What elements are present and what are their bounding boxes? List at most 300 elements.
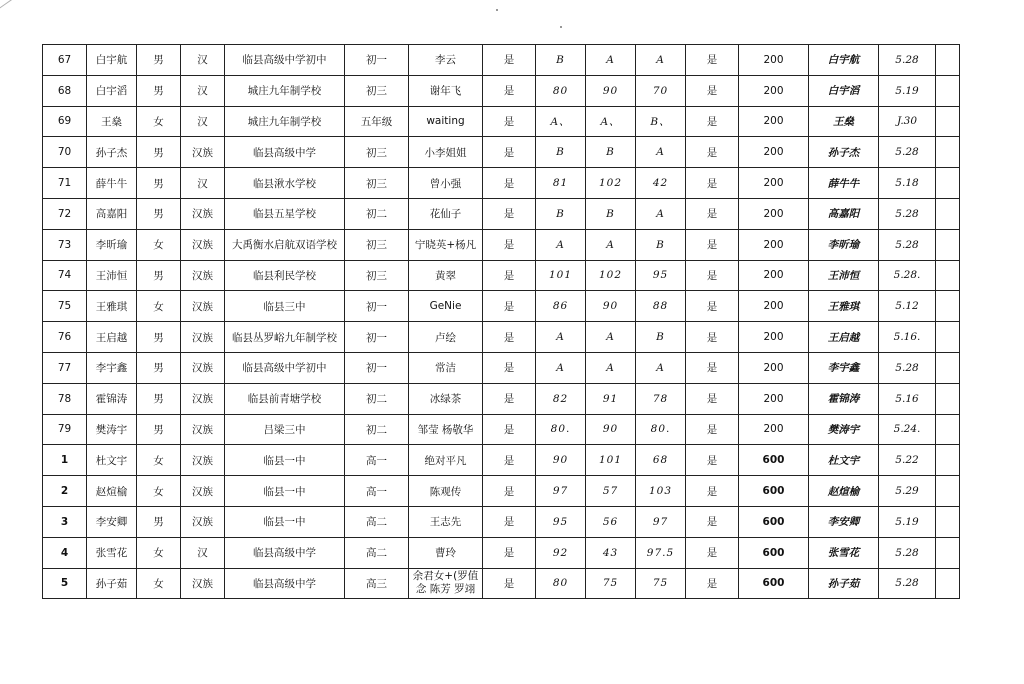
table-row: [43, 137, 960, 168]
ethnicity-cell: 汉族: [181, 506, 225, 537]
grade-cell: 五年级: [345, 106, 409, 137]
student-name-cell: 李宇鑫: [87, 352, 137, 383]
handwritten-score-2: 102: [586, 260, 636, 291]
handwritten-score-1: B: [536, 45, 586, 76]
confirmation-cell: 是: [686, 352, 739, 383]
blank-cell: [936, 260, 960, 291]
amount-cell: 200: [739, 383, 809, 414]
row-number: 79: [43, 414, 87, 445]
amount-cell: 200: [739, 260, 809, 291]
handwritten-score-1: B: [536, 137, 586, 168]
ethnicity-cell: 汉族: [181, 291, 225, 322]
school-cell: 临县三中: [225, 291, 345, 322]
handwritten-score-1: A: [536, 352, 586, 383]
grade-cell: 初三: [345, 229, 409, 260]
confirmation-cell: 是: [686, 322, 739, 353]
school-cell: 临县五星学校: [225, 198, 345, 229]
handwritten-date-cell: 5.16.: [879, 322, 936, 353]
student-name-cell: 王启越: [87, 322, 137, 353]
eligibility-flag-cell: 是: [483, 414, 536, 445]
signature-cell: 孙子杰: [809, 137, 879, 168]
gender-cell: 男: [137, 322, 181, 353]
gender-cell: 女: [137, 445, 181, 476]
table-row: [43, 476, 960, 507]
handwritten-score-3: 70: [636, 75, 686, 106]
handwritten-score-3: 68: [636, 445, 686, 476]
signature-cell: 王燊: [809, 106, 879, 137]
handwritten-date-cell: 5.19: [879, 75, 936, 106]
gender-cell: 女: [137, 291, 181, 322]
amount-cell: 600: [739, 568, 809, 599]
handwritten-score-3: 95: [636, 260, 686, 291]
table-row: [43, 291, 960, 322]
teacher-cell: 冰绿茶: [409, 383, 483, 414]
handwritten-score-1: A: [536, 229, 586, 260]
handwritten-score-3: A: [636, 198, 686, 229]
gender-cell: 男: [137, 383, 181, 414]
student-name-cell: 白宇航: [87, 45, 137, 76]
blank-cell: [936, 476, 960, 507]
handwritten-date-cell: 5.28.: [879, 260, 936, 291]
handwritten-score-3: B: [636, 322, 686, 353]
student-name-cell: 高嘉阳: [87, 198, 137, 229]
scan-speck: [560, 26, 562, 28]
teacher-cell: 常洁: [409, 352, 483, 383]
ethnicity-cell: 汉: [181, 168, 225, 199]
gender-cell: 女: [137, 537, 181, 568]
school-cell: 临县高级中学: [225, 137, 345, 168]
handwritten-score-3: 97.5: [636, 537, 686, 568]
amount-cell: 600: [739, 476, 809, 507]
signature-cell: 霍锦涛: [809, 383, 879, 414]
blank-cell: [936, 75, 960, 106]
amount-cell: 200: [739, 198, 809, 229]
handwritten-score-1: 95: [536, 506, 586, 537]
handwritten-score-1: 80: [536, 568, 586, 599]
row-number: 73: [43, 229, 87, 260]
eligibility-flag-cell: 是: [483, 383, 536, 414]
blank-cell: [936, 137, 960, 168]
handwritten-score-3: 78: [636, 383, 686, 414]
grade-cell: 初一: [345, 291, 409, 322]
handwritten-date-cell: 5.19: [879, 506, 936, 537]
amount-cell: 600: [739, 445, 809, 476]
gender-cell: 男: [137, 45, 181, 76]
eligibility-flag-cell: 是: [483, 168, 536, 199]
blank-cell: [936, 198, 960, 229]
ethnicity-cell: 汉族: [181, 322, 225, 353]
handwritten-score-2: 90: [586, 414, 636, 445]
table-row: [43, 568, 960, 599]
scan-edge-line: [0, 0, 46, 11]
eligibility-flag-cell: 是: [483, 229, 536, 260]
scan-speck: [496, 9, 498, 11]
signature-cell: 赵煊榆: [809, 476, 879, 507]
handwritten-date-cell: 5.28: [879, 537, 936, 568]
school-cell: 临县一中: [225, 476, 345, 507]
row-number: 5: [43, 568, 87, 599]
blank-cell: [936, 229, 960, 260]
gender-cell: 男: [137, 75, 181, 106]
row-number: 69: [43, 106, 87, 137]
teacher-cell: 谢年飞: [409, 75, 483, 106]
teacher-cell: 花仙子: [409, 198, 483, 229]
table-row: [43, 445, 960, 476]
school-cell: 吕梁三中: [225, 414, 345, 445]
eligibility-flag-cell: 是: [483, 322, 536, 353]
student-name-cell: 李安卿: [87, 506, 137, 537]
student-name-cell: 白宇滔: [87, 75, 137, 106]
handwritten-score-3: B: [636, 229, 686, 260]
handwritten-score-2: 57: [586, 476, 636, 507]
handwritten-score-2: A: [586, 229, 636, 260]
table-row: [43, 260, 960, 291]
student-name-cell: 孙子茹: [87, 568, 137, 599]
handwritten-score-3: 88: [636, 291, 686, 322]
table-row: [43, 383, 960, 414]
table-row: [43, 229, 960, 260]
handwritten-score-1: 86: [536, 291, 586, 322]
student-name-cell: 赵煊榆: [87, 476, 137, 507]
handwritten-score-2: 101: [586, 445, 636, 476]
school-cell: 城庄九年制学校: [225, 106, 345, 137]
confirmation-cell: 是: [686, 75, 739, 106]
grade-cell: 高三: [345, 568, 409, 599]
student-name-cell: 王燊: [87, 106, 137, 137]
handwritten-date-cell: 5.24.: [879, 414, 936, 445]
ethnicity-cell: 汉族: [181, 260, 225, 291]
blank-cell: [936, 106, 960, 137]
amount-cell: 600: [739, 506, 809, 537]
blank-cell: [936, 383, 960, 414]
amount-cell: 200: [739, 352, 809, 383]
gender-cell: 男: [137, 260, 181, 291]
school-cell: 临县一中: [225, 506, 345, 537]
signature-cell: 张雪花: [809, 537, 879, 568]
signature-cell: 白宇航: [809, 45, 879, 76]
grade-cell: 初三: [345, 168, 409, 199]
amount-cell: 200: [739, 291, 809, 322]
confirmation-cell: 是: [686, 198, 739, 229]
teacher-cell: 余君女+(罗值念 陈芳 罗翊: [409, 568, 483, 599]
handwritten-score-2: 56: [586, 506, 636, 537]
teacher-cell: 卢绘: [409, 322, 483, 353]
ethnicity-cell: 汉: [181, 75, 225, 106]
handwritten-score-3: 103: [636, 476, 686, 507]
gender-cell: 男: [137, 414, 181, 445]
blank-cell: [936, 45, 960, 76]
confirmation-cell: 是: [686, 383, 739, 414]
confirmation-cell: 是: [686, 168, 739, 199]
gender-cell: 女: [137, 568, 181, 599]
table-row: [43, 414, 960, 445]
ethnicity-cell: 汉: [181, 537, 225, 568]
handwritten-score-2: 90: [586, 291, 636, 322]
row-number: 76: [43, 322, 87, 353]
amount-cell: 200: [739, 75, 809, 106]
handwritten-date-cell: 5.16: [879, 383, 936, 414]
signature-cell: 王沛恒: [809, 260, 879, 291]
handwritten-score-3: 97: [636, 506, 686, 537]
student-name-cell: 张雪花: [87, 537, 137, 568]
signature-cell: 杜文宇: [809, 445, 879, 476]
row-number: 72: [43, 198, 87, 229]
amount-cell: 200: [739, 137, 809, 168]
blank-cell: [936, 537, 960, 568]
gender-cell: 男: [137, 168, 181, 199]
table-row: [43, 198, 960, 229]
eligibility-flag-cell: 是: [483, 291, 536, 322]
signature-cell: 薛牛牛: [809, 168, 879, 199]
confirmation-cell: 是: [686, 260, 739, 291]
row-number: 1: [43, 445, 87, 476]
school-cell: 临县丛罗峪九年制学校: [225, 322, 345, 353]
handwritten-score-2: B: [586, 198, 636, 229]
teacher-cell: 黄翠: [409, 260, 483, 291]
gender-cell: 男: [137, 352, 181, 383]
table-row: [43, 537, 960, 568]
row-number: 71: [43, 168, 87, 199]
eligibility-flag-cell: 是: [483, 106, 536, 137]
table-row: [43, 106, 960, 137]
student-name-cell: 霍锦涛: [87, 383, 137, 414]
handwritten-score-1: 101: [536, 260, 586, 291]
school-cell: 临县利民学校: [225, 260, 345, 291]
handwritten-score-1: 80: [536, 75, 586, 106]
ethnicity-cell: 汉族: [181, 198, 225, 229]
teacher-cell: 王志先: [409, 506, 483, 537]
confirmation-cell: 是: [686, 414, 739, 445]
teacher-cell: 李云: [409, 45, 483, 76]
handwritten-date-cell: 5.28: [879, 45, 936, 76]
eligibility-flag-cell: 是: [483, 75, 536, 106]
teacher-cell: 宁晓英+杨凡: [409, 229, 483, 260]
school-cell: 大禹衡水启航双语学校: [225, 229, 345, 260]
grade-cell: 高二: [345, 506, 409, 537]
handwritten-score-1: A、: [536, 106, 586, 137]
confirmation-cell: 是: [686, 506, 739, 537]
gender-cell: 女: [137, 476, 181, 507]
handwritten-date-cell: 5.28: [879, 568, 936, 599]
student-name-cell: 李昕瑜: [87, 229, 137, 260]
student-name-cell: 王沛恒: [87, 260, 137, 291]
handwritten-score-3: 75: [636, 568, 686, 599]
handwritten-score-2: A: [586, 352, 636, 383]
confirmation-cell: 是: [686, 537, 739, 568]
signature-cell: 李安卿: [809, 506, 879, 537]
handwritten-date-cell: J.30: [879, 106, 936, 137]
row-number: 68: [43, 75, 87, 106]
student-name-cell: 薛牛牛: [87, 168, 137, 199]
handwritten-score-1: 80.: [536, 414, 586, 445]
teacher-cell: 曾小强: [409, 168, 483, 199]
teacher-cell: 邹莹 杨敬华: [409, 414, 483, 445]
signature-cell: 孙子茹: [809, 568, 879, 599]
table-row: [43, 45, 960, 76]
handwritten-score-2: 90: [586, 75, 636, 106]
confirmation-cell: 是: [686, 45, 739, 76]
handwritten-score-2: 102: [586, 168, 636, 199]
amount-cell: 200: [739, 106, 809, 137]
ethnicity-cell: 汉: [181, 106, 225, 137]
table-row: [43, 75, 960, 106]
student-name-cell: 杜文宇: [87, 445, 137, 476]
school-cell: 城庄九年制学校: [225, 75, 345, 106]
handwritten-date-cell: 5.28: [879, 137, 936, 168]
handwritten-score-1: A: [536, 322, 586, 353]
blank-cell: [936, 414, 960, 445]
handwritten-date-cell: 5.28: [879, 352, 936, 383]
eligibility-flag-cell: 是: [483, 137, 536, 168]
amount-cell: 200: [739, 168, 809, 199]
signature-cell: 李昕瑜: [809, 229, 879, 260]
handwritten-date-cell: 5.29: [879, 476, 936, 507]
grade-cell: 高一: [345, 445, 409, 476]
grade-cell: 初二: [345, 198, 409, 229]
handwritten-score-2: A: [586, 45, 636, 76]
student-name-cell: 孙子杰: [87, 137, 137, 168]
handwritten-score-3: 42: [636, 168, 686, 199]
grade-cell: 初二: [345, 383, 409, 414]
eligibility-flag-cell: 是: [483, 260, 536, 291]
grade-cell: 高一: [345, 476, 409, 507]
ethnicity-cell: 汉族: [181, 476, 225, 507]
row-number: 3: [43, 506, 87, 537]
row-number: 74: [43, 260, 87, 291]
handwritten-score-3: 80.: [636, 414, 686, 445]
row-number: 67: [43, 45, 87, 76]
school-cell: 临县一中: [225, 445, 345, 476]
amount-cell: 600: [739, 537, 809, 568]
grade-cell: 初三: [345, 75, 409, 106]
blank-cell: [936, 352, 960, 383]
row-number: 2: [43, 476, 87, 507]
grade-cell: 初一: [345, 322, 409, 353]
gender-cell: 男: [137, 198, 181, 229]
ethnicity-cell: 汉族: [181, 137, 225, 168]
student-name-cell: 樊涛宇: [87, 414, 137, 445]
row-number: 4: [43, 537, 87, 568]
signature-cell: 樊涛宇: [809, 414, 879, 445]
grade-cell: 初三: [345, 137, 409, 168]
row-number: 75: [43, 291, 87, 322]
amount-cell: 200: [739, 229, 809, 260]
confirmation-cell: 是: [686, 291, 739, 322]
handwritten-date-cell: 5.28: [879, 229, 936, 260]
eligibility-flag-cell: 是: [483, 537, 536, 568]
grade-cell: 初一: [345, 45, 409, 76]
handwritten-score-1: 97: [536, 476, 586, 507]
gender-cell: 女: [137, 106, 181, 137]
signature-cell: 李宇鑫: [809, 352, 879, 383]
teacher-cell: 曹玲: [409, 537, 483, 568]
teacher-cell: 绝对平凡: [409, 445, 483, 476]
gender-cell: 女: [137, 229, 181, 260]
school-cell: 临县高级中学: [225, 537, 345, 568]
grade-cell: 高二: [345, 537, 409, 568]
signature-cell: 高嘉阳: [809, 198, 879, 229]
teacher-cell: 陈观传: [409, 476, 483, 507]
ethnicity-cell: 汉族: [181, 229, 225, 260]
table-row: [43, 506, 960, 537]
school-cell: 临县湫水学校: [225, 168, 345, 199]
eligibility-flag-cell: 是: [483, 476, 536, 507]
handwritten-score-2: 75: [586, 568, 636, 599]
confirmation-cell: 是: [686, 137, 739, 168]
handwritten-score-1: 82: [536, 383, 586, 414]
handwritten-score-1: 92: [536, 537, 586, 568]
school-cell: 临县高级中学初中: [225, 45, 345, 76]
blank-cell: [936, 506, 960, 537]
blank-cell: [936, 291, 960, 322]
signature-cell: 王启越: [809, 322, 879, 353]
table-row: [43, 352, 960, 383]
handwritten-date-cell: 5.22: [879, 445, 936, 476]
gender-cell: 男: [137, 506, 181, 537]
teacher-cell: waiting: [409, 106, 483, 137]
handwritten-date-cell: 5.18: [879, 168, 936, 199]
row-number: 77: [43, 352, 87, 383]
eligibility-flag-cell: 是: [483, 506, 536, 537]
handwritten-score-1: 81: [536, 168, 586, 199]
confirmation-cell: 是: [686, 106, 739, 137]
eligibility-flag-cell: 是: [483, 352, 536, 383]
signature-cell: 白宇滔: [809, 75, 879, 106]
row-number: 70: [43, 137, 87, 168]
handwritten-score-2: A、: [586, 106, 636, 137]
amount-cell: 200: [739, 414, 809, 445]
amount-cell: 200: [739, 322, 809, 353]
ethnicity-cell: 汉族: [181, 568, 225, 599]
grade-cell: 初二: [345, 414, 409, 445]
eligibility-flag-cell: 是: [483, 45, 536, 76]
blank-cell: [936, 322, 960, 353]
ethnicity-cell: 汉族: [181, 445, 225, 476]
handwritten-score-2: B: [586, 137, 636, 168]
confirmation-cell: 是: [686, 229, 739, 260]
ethnicity-cell: 汉族: [181, 352, 225, 383]
ethnicity-cell: 汉: [181, 45, 225, 76]
handwritten-date-cell: 5.12: [879, 291, 936, 322]
student-name-cell: 王雅琪: [87, 291, 137, 322]
ethnicity-cell: 汉族: [181, 414, 225, 445]
handwritten-score-2: 43: [586, 537, 636, 568]
blank-cell: [936, 568, 960, 599]
eligibility-flag-cell: 是: [483, 445, 536, 476]
handwritten-score-1: B: [536, 198, 586, 229]
blank-cell: [936, 168, 960, 199]
confirmation-cell: 是: [686, 445, 739, 476]
grade-cell: 初一: [345, 352, 409, 383]
blank-cell: [936, 445, 960, 476]
grade-cell: 初三: [345, 260, 409, 291]
school-cell: 临县高级中学: [225, 568, 345, 599]
handwritten-score-3: A: [636, 137, 686, 168]
eligibility-flag-cell: 是: [483, 198, 536, 229]
handwritten-date-cell: 5.28: [879, 198, 936, 229]
gender-cell: 男: [137, 137, 181, 168]
confirmation-cell: 是: [686, 568, 739, 599]
eligibility-flag-cell: 是: [483, 568, 536, 599]
handwritten-score-3: A: [636, 45, 686, 76]
table-row: [43, 322, 960, 353]
school-cell: 临县前青塘学校: [225, 383, 345, 414]
student-roster-table: [42, 44, 960, 599]
confirmation-cell: 是: [686, 476, 739, 507]
ethnicity-cell: 汉族: [181, 383, 225, 414]
handwritten-score-3: A: [636, 352, 686, 383]
handwritten-score-3: B、: [636, 106, 686, 137]
